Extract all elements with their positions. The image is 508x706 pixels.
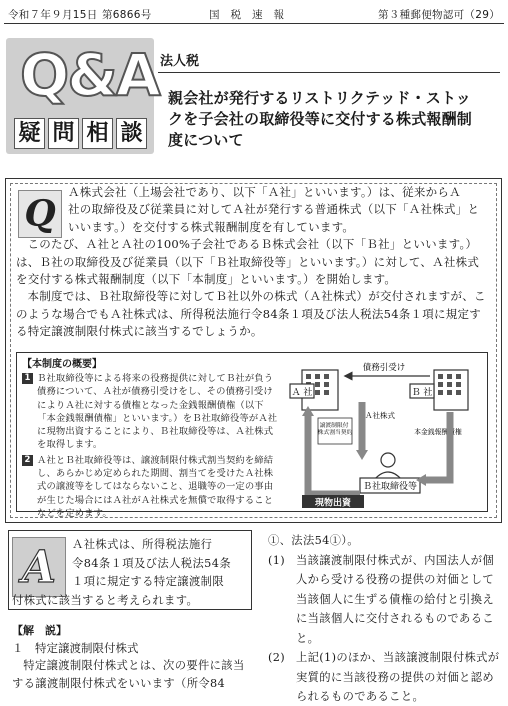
right-intro: ①、法法54①）。 [268, 534, 359, 547]
receivable-arrow [424, 412, 450, 480]
answer-line: Ａ社株式は、所得税法施行 [72, 538, 213, 551]
b-company-building-icon [434, 370, 468, 410]
question-para-1-cont: 社の取締役及び従業員に対してＡ社が発行する普通株式（以下「Ａ社株式」と [68, 202, 480, 217]
qa-mark: Q&A [20, 41, 159, 109]
debt-assumption-label: 債務引受け [362, 363, 406, 373]
answer-icon: A [12, 537, 66, 597]
explanation-subheading: １ 特定譲渡制限付株式 [12, 640, 139, 655]
requirement-item: (1) 当該譲渡制限付株式が、内国法人が個人から受ける役務の提供の対価として当該個人に生ずる債権の給付と引換えに当該個人に交付されるものであること。 [268, 553, 494, 645]
issue-date: 令和７年９月15日 [8, 9, 98, 21]
kanji-4: 談 [116, 118, 147, 149]
question-icon: Q [18, 190, 62, 238]
scheme-diagram [288, 356, 486, 508]
overview-item: 1 Ｂ社取締役等による将来の役務提供に対してＢ社が負う債務について、Ａ社が債務引受けをし、その債務引受けによりＡ社に対する債権となった金銭報酬債権（以下「本金銭報酬債権」といいます。）をＢ社取締役等がＡ社に現物出資することにより、Ｂ社取締役等は、Ａ社株式を取得します。 [22, 372, 278, 452]
answer-text [12, 536, 248, 607]
question-para-1: Ａ株式会社（上場会社であり、以下「Ａ社」といいます。）は、従来からＡ [68, 185, 461, 199]
a-company-label: Ａ 社 [291, 388, 313, 398]
right-column [268, 531, 502, 706]
requirement-item: (2) 上記(1)のほか、当該譲渡制限付株式が実質的に当該役務の提供の対価と認められるものであること。 [268, 651, 500, 703]
question-text [16, 184, 488, 341]
postal-permit: 第３種郵便物認可（29） [378, 9, 500, 21]
receivable-label: 本金銭報酬債権 [414, 428, 462, 436]
kanji-3: 相 [82, 118, 113, 149]
qa-logo [6, 38, 159, 154]
b-company-label: Ｂ 社 [411, 388, 433, 398]
category-divider [158, 72, 500, 73]
question-para-1-cont2: いいます。）を交付する株式報酬制度を有しています。 [68, 219, 355, 234]
a-stock-label: Ａ社株式 [365, 411, 395, 420]
person-icon [381, 453, 395, 467]
answer-line: 付株式に該当すると考えられます。 [12, 593, 199, 607]
consultation-label [14, 118, 147, 149]
article-title: 親会社が発行するリストリクテッド・ストックを子会社の取締役等に交付する株式報酬制度について [168, 89, 473, 149]
contribution-label: 現物出資 [314, 498, 352, 508]
kanji-1: 疑 [14, 118, 45, 149]
tax-category: 法人税 [160, 54, 200, 69]
publication-name: 国税速報 [209, 9, 295, 21]
explanation [12, 622, 252, 692]
answer-line: 令84条１項及び法人税法54条 [72, 556, 232, 570]
overview-title: 【本制度の概要】 [22, 359, 102, 370]
question-para-3: 本制度では、Ｂ社取締役等に対してＢ社以外の株式（Ａ社株式）が交付されますが、このような場合でもＡ社株式は、所得税法施行令84条１項及び法人税法54条１項に規定する特定譲渡制限付株式に該当するでしょうか。 [16, 289, 486, 339]
issue-number: 第6866号 [102, 9, 152, 21]
contract-label: 譲渡制限付 株式割当契約 [317, 423, 353, 436]
b-directors-label: Ｂ社取締役等 [362, 482, 418, 492]
explanation-heading: 【解 説】 [12, 624, 67, 637]
overview-list [22, 372, 278, 522]
answer-line: １項に規定する特定譲渡制限 [72, 575, 225, 588]
explanation-body: 特定譲渡制限付株式とは、次の要件に該当する譲渡制限付株式をいいます（所令84 [12, 659, 245, 690]
overview-item: 2 Ａ社とＢ社取締役等は、譲渡制限付株式割当契約を締結し、あらかじめ定められた期間、割当てを受けたＡ社株式の譲渡等をしてはならないこと、退職等の一定の事由が生じた場合にはＡ社がＡ社株式を無償で取得することなどを定めます。 [22, 454, 278, 520]
a-stock-arrowhead [356, 450, 368, 460]
kanji-2: 問 [48, 118, 79, 149]
page-header [4, 2, 504, 24]
question-para-2: このたび、Ａ社とＡ社の100%子会社であるＢ株式会社（以下「Ｂ社」といいます。）は、Ｂ社の取締役及び従業員（以下「Ｂ社取締役等」といいます。）に対して、Ａ社株式を交付する株式報酬制度（以下「本制度」といいます。）を開始します。 [16, 237, 480, 287]
